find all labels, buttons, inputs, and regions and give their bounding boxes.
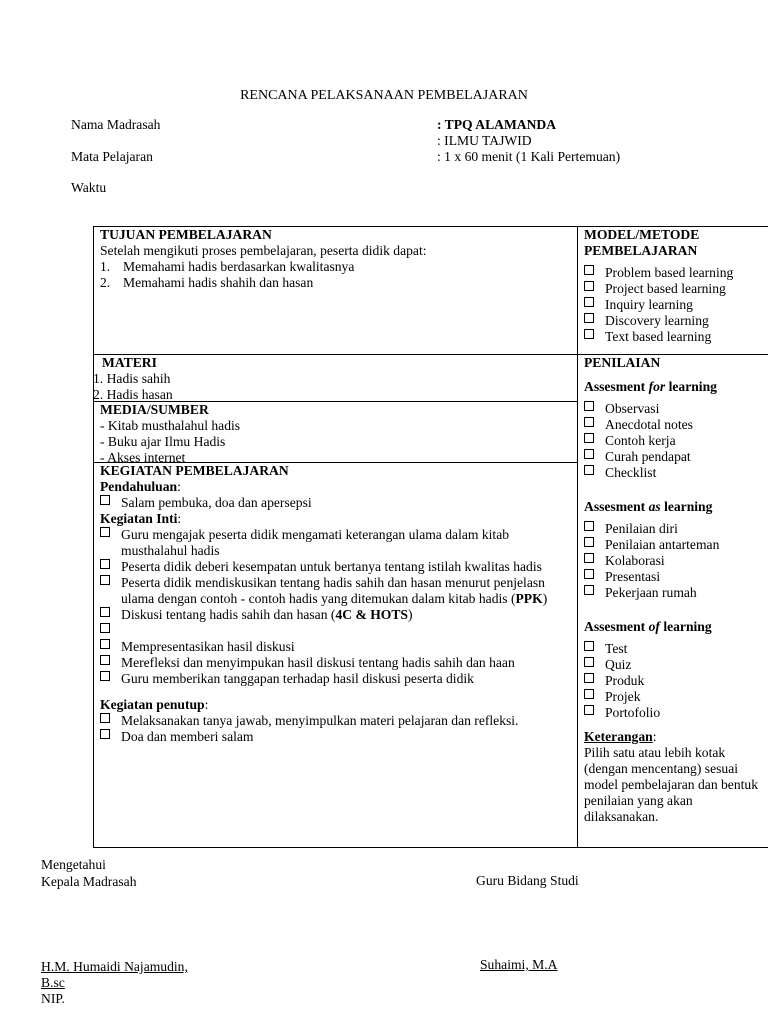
kegiatan-item[interactable]: Salam pembuka, doa dan apersepsi	[100, 495, 575, 511]
materi-item: 2. Hadis hasan	[93, 387, 173, 402]
penilaian-option[interactable]: Produk	[584, 673, 768, 689]
penutup-heading: Kegiatan penutup	[100, 697, 205, 712]
signer-right-name: Suhaimi, M.A	[480, 957, 558, 972]
checkbox-icon[interactable]	[584, 313, 594, 323]
penilaian-option[interactable]: Quiz	[584, 657, 768, 673]
kegiatan-item[interactable]: Guru mengajak peserta didik mengamati keterangan ulama dalam kitab musthalahul hadis	[100, 527, 575, 559]
value-waktu: : 1 x 60 menit (1 Kali Pertemuan)	[437, 149, 621, 164]
checkbox-icon[interactable]	[100, 607, 110, 617]
kegiatan-item[interactable]: Mempresentasikan hasil diskusi	[100, 639, 575, 655]
penilaian-option[interactable]: Projek	[584, 689, 768, 705]
media-item: - Buku ajar Ilmu Hadis	[100, 434, 226, 449]
checkbox-icon[interactable]	[584, 705, 594, 715]
model-heading: MODEL/METODE	[584, 227, 700, 242]
signer-left-title: B.sc	[41, 975, 65, 990]
checkbox-icon[interactable]	[100, 671, 110, 681]
document-title: RENCANA PELAKSANAAN PEMBELAJARAN	[240, 88, 528, 103]
mengetahui-label: Mengetahui	[41, 857, 106, 872]
guru-label: Guru Bidang Studi	[476, 873, 579, 888]
checkbox-icon[interactable]	[584, 521, 594, 531]
checkbox-icon[interactable]	[100, 655, 110, 665]
model-option[interactable]: Problem based learning	[584, 265, 768, 281]
checkbox-icon[interactable]	[584, 537, 594, 547]
penilaian-option[interactable]: Pekerjaan rumah	[584, 585, 768, 601]
model-cell	[578, 227, 768, 355]
kegiatan-item[interactable]: Doa dan memberi salam	[100, 729, 575, 745]
penilaian-cell	[578, 355, 768, 848]
media-item: - Akses internet	[100, 450, 186, 465]
materi-heading: MATERI	[102, 355, 157, 370]
kegiatan-item[interactable]: Diskusi tentang hadis sahih dan hasan (4C & HOTS)	[100, 607, 575, 623]
penilaian-option[interactable]: Portofolio	[584, 705, 768, 721]
checkbox-icon[interactable]	[584, 553, 594, 563]
tujuan-intro: Setelah mengikuti proses pembelajaran, peserta didik dapat:	[100, 243, 427, 258]
list-item: 1. Memahami hadis berdasarkan kwalitasnya	[100, 259, 355, 274]
model-option[interactable]: Discovery learning	[584, 313, 768, 329]
kegiatan-item[interactable]: Melaksanakan tanya jawab, menyimpulkan materi pelajaran dan refleksi.	[100, 713, 575, 729]
left-lower-cell	[94, 355, 578, 848]
kegiatan-item[interactable]: Peserta didik mendiskusikan tentang hadis sahih dan hasan menurut penjelasn ulama dengan contoh - contoh hadis yang ditemukan dalam kitab hadis (PPK)	[100, 575, 575, 607]
penilaian-option[interactable]: Observasi	[584, 401, 768, 417]
value-mapel: : ILMU TAJWID	[437, 133, 532, 148]
kegiatan-item[interactable]: Peserta didik deberi kesempatan untuk bertanya tentang istilah kwalitas hadis	[100, 559, 575, 575]
signer-left-name: H.M. Humaidi Najamudin,	[41, 959, 188, 974]
checkbox-icon[interactable]	[584, 433, 594, 443]
kegiatan-section: KEGIATAN PEMBELAJARAN Pendahuluan: Salam pembuka, doa dan apersepsi Kegiatan Inti: Guru mengajak peserta didik mengamati keterangan ulama dalam kitab musthalahul hadis Peserta didik deberi kesempatan untuk bertanya tentang istilah kwalitas hadis Peserta didik mendiskusikan tentang hadis sahih dan hasan menurut penjelasn ulama dengan contoh - contoh hadis yang ditemukan dalam kitab hadis (PPK) Diskusi tentang hadis sahih dan hasan (4C & HOTS) Mempresentasikan hasil diskusi Merefleksi dan menyimpukan hasil diskusi tentang hadis sahih dan haan Guru memberikan tanggapan terhadap hasil diskusi peserta didik Kegiatan penutup: Melaksanakan tanya jawab, menyimpulkan materi pelajaran dan refleksi. Doa dan memberi salam	[94, 463, 577, 847]
kegiatan-item[interactable]: Merefleksi dan menyimpukan hasil diskusi tentang hadis sahih dan haan	[100, 655, 575, 671]
assesment-of-heading: Assesment of learning	[584, 619, 712, 634]
keterangan-text: Pilih satu atau lebih kotak (dengan mencentang) sesuai model pembelajaran dan bentuk penilaian yang akan dilaksanakan.	[584, 745, 759, 824]
checkbox-icon[interactable]	[584, 689, 594, 699]
media-section	[94, 402, 577, 463]
rpp-table	[93, 226, 768, 848]
checkbox-icon[interactable]	[100, 713, 110, 723]
list-item: 2. Memahami hadis shahih dan hasan	[100, 275, 314, 290]
label-waktu: Waktu	[71, 180, 107, 195]
label-madrasah: Nama Madrasah	[71, 117, 161, 132]
penilaian-option[interactable]: Test	[584, 641, 768, 657]
checkbox-icon[interactable]	[100, 559, 110, 569]
label-mapel: Mata Pelajaran	[71, 149, 153, 164]
checkbox-icon[interactable]	[584, 265, 594, 275]
checkbox-icon[interactable]	[100, 495, 110, 505]
list-number: 1.	[100, 259, 111, 274]
media-heading: MEDIA/SUMBER	[100, 402, 209, 417]
penilaian-option[interactable]: Penilaian antarteman	[584, 537, 768, 553]
checkbox-icon[interactable]	[584, 297, 594, 307]
checkbox-icon[interactable]	[584, 281, 594, 291]
checkbox-icon[interactable]	[584, 569, 594, 579]
checkbox-icon[interactable]	[100, 729, 110, 739]
list-number: 2.	[100, 275, 111, 290]
checkbox-icon[interactable]	[584, 417, 594, 427]
assesment-for-heading: Assesment for learning	[584, 379, 717, 394]
checkbox-icon[interactable]	[584, 641, 594, 651]
checkbox-icon[interactable]	[584, 465, 594, 475]
checkbox-icon[interactable]	[584, 673, 594, 683]
checkbox-icon[interactable]	[100, 623, 110, 633]
checkbox-icon[interactable]	[584, 449, 594, 459]
penilaian-heading: PENILAIAN	[584, 355, 661, 370]
penilaian-option[interactable]: Penilaian diri	[584, 521, 768, 537]
tujuan-heading: TUJUAN PEMBELAJARAN	[100, 227, 272, 242]
checkbox-icon[interactable]	[100, 575, 110, 585]
checkbox-icon[interactable]	[584, 585, 594, 595]
pendahuluan-heading: Pendahuluan	[100, 479, 178, 494]
model-heading-2: PEMBELAJARAN	[584, 243, 698, 258]
kepala-label: Kepala Madrasah	[41, 874, 137, 889]
kegiatan-heading: KEGIATAN PEMBELAJARAN	[100, 463, 289, 478]
penilaian-option[interactable]: Kolaborasi	[584, 553, 768, 569]
materi-section	[94, 355, 577, 402]
checkbox-icon[interactable]	[584, 657, 594, 667]
kegiatan-item[interactable]: Guru memberikan tanggapan terhadap hasil diskusi peserta didik	[100, 671, 575, 687]
media-item: - Kitab musthalahul hadis	[100, 418, 241, 433]
penilaian-option[interactable]: Checklist	[584, 465, 768, 481]
keterangan-heading: Keterangan:	[584, 729, 657, 744]
model-option[interactable]: Inquiry learning	[584, 297, 768, 313]
model-option[interactable]: Text based learning	[584, 329, 768, 345]
inti-heading: Kegiatan Inti	[100, 511, 178, 526]
penilaian-option[interactable]: Curah pendapat	[584, 449, 768, 465]
nip-label: NIP.	[41, 991, 65, 1006]
checkbox-icon[interactable]	[584, 401, 594, 411]
checkbox-icon[interactable]	[100, 527, 110, 537]
penilaian-option[interactable]: Anecdotal notes	[584, 417, 768, 433]
checkbox-icon[interactable]	[100, 639, 110, 649]
penilaian-option[interactable]: Contoh kerja	[584, 433, 768, 449]
assesment-as-heading: Assesment as learning	[584, 499, 713, 514]
checkbox-icon[interactable]	[584, 329, 594, 339]
model-option[interactable]: Project based learning	[584, 281, 768, 297]
kegiatan-item-empty[interactable]	[100, 623, 575, 639]
materi-item: 1. Hadis sahih	[93, 371, 171, 386]
tujuan-cell	[94, 227, 578, 355]
penilaian-option[interactable]: Presentasi	[584, 569, 768, 585]
value-madrasah: : TPQ ALAMANDA	[437, 117, 557, 132]
